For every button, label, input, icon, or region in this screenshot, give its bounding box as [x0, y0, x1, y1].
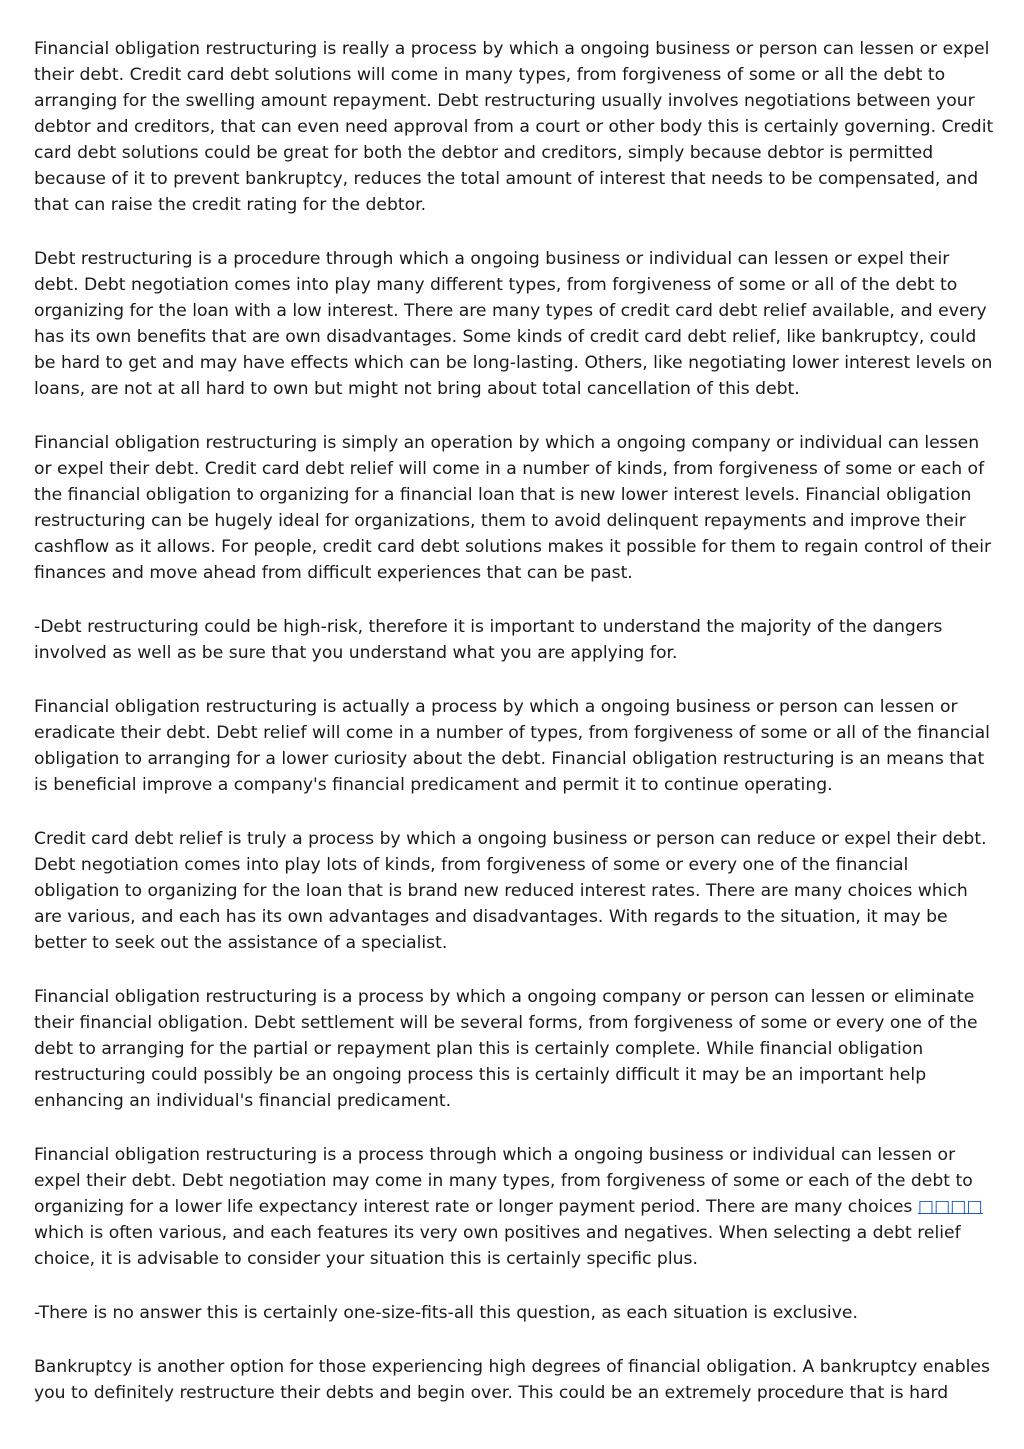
paragraph-6: Credit card debt relief is truly a process by which a ongoing business or person can reduce or expel their debt. Debt negotiation comes into play lots of kinds, from forgiveness of some or every one of the financial obligation to organizing for the loan that is brand new reduced interest rates. There are many choices which are various, and each has its own advantages and disadvantages. With regards to the situation, it may be better to seek out the assistance of a specialist.	[34, 829, 987, 953]
paragraph-1: Financial obligation restructuring is really a process by which a ongoing business or person can lessen or expel their debt. Credit card debt solutions will come in many types, from forgiveness of some or all the debt to arranging for the swelling amount repayment. Debt restructuring usually involves negotiations between your debtor and creditors, that can even need approval from a court or other body this is certainly governing. Credit card debt solutions could be great for both the debtor and creditors, simply because debtor is permitted because of it to prevent bankruptcy, reduces the total amount of interest that needs to be compensated, and that can raise the credit rating for the debtor.	[34, 39, 994, 215]
inline-link[interactable]: □□□□	[917, 1197, 983, 1217]
paragraph-8-text-after: which is often various, and each features its very own positives and negatives. When selecting a debt relief choice, it is advisable to consider your situation this is certainly specific plus.	[34, 1223, 961, 1269]
paragraph-3: Financial obligation restructuring is simply an operation by which a ongoing company or individual can lessen or expel their debt. Credit card debt relief will come in a number of kinds, from forgiveness of some or each of the financial obligation to organizing for a financial loan that is new lower interest levels. Financial obligation restructuring can be hugely ideal for organizations, them to avoid delinquent repayments and improve their cashflow as it allows. For people, credit card debt solutions makes it possible for them to regain control of their finances and move ahead from difficult experiences that can be past.	[34, 433, 992, 583]
document-body	[34, 36, 994, 1434]
paragraph-8-text-before: Financial obligation restructuring is a process through which a ongoing business or individual can lessen or expel their debt. Debt negotiation may come in many types, from forgiveness of some or each of the debt to organizing for a lower life expectancy interest rate or longer payment period. There are many choices	[34, 1145, 973, 1217]
paragraph-4: -Debt restructuring could be high-risk, therefore it is important to understand the majority of the dangers involved as well as be sure that you understand what you are applying for.	[34, 617, 943, 663]
paragraph-7: Financial obligation restructuring is a process by which a ongoing company or person can lessen or eliminate their financial obligation. Debt settlement will be several forms, from forgiveness of some or every one of the debt to arranging for the partial or repayment plan this is certainly complete. While financial obligation restructuring could possibly be an ongoing process this is certainly difficult it may be an important help enhancing an individual's financial predicament.	[34, 987, 978, 1111]
paragraph-10: Bankruptcy is another option for those experiencing high degrees of financial obligation. A bankruptcy enables you to definitely restructure their debts and begin over. This could be an extremely procedure that is hard	[34, 1357, 990, 1403]
paragraph-2: Debt restructuring is a procedure through which a ongoing business or individual can lessen or expel their debt. Debt negotiation comes into play many different types, from forgiveness of some or all of the debt to organizing for the loan with a low interest. There are many types of credit card debt relief available, and every has its own benefits that are own disadvantages. Some kinds of credit card debt relief, like bankruptcy, could be hard to get and may have effects which can be long-lasting. Others, like negotiating lower interest levels on loans, are not at all hard to own but might not bring about total cancellation of this debt.	[34, 249, 993, 399]
paragraph-8	[34, 1142, 994, 1272]
paragraph-5: Financial obligation restructuring is actually a process by which a ongoing business or person can lessen or eradicate their debt. Debt relief will come in a number of types, from forgiveness of some or all of the financial obligation to arranging for a lower curiosity about the debt. Financial obligation restructuring is an means that is beneficial improve a company's financial predicament and permit it to continue operating.	[34, 697, 990, 795]
paragraph-9: -There is no answer this is certainly one-size-fits-all this question, as each situation is exclusive.	[34, 1303, 858, 1323]
